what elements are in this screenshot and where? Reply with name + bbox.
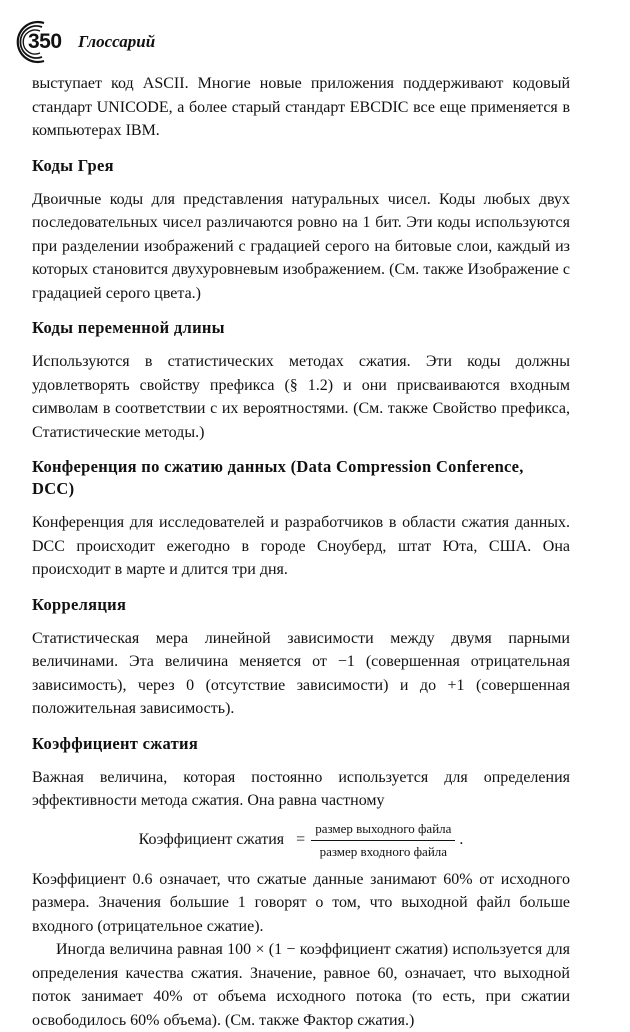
formula-equals: =: [296, 831, 306, 848]
page-header: [14, 18, 155, 66]
definition-variable-length-codes: Используются в статистических методах сжатия. Эти коды должны удовлетворять свойству префикса (§ 1.2) и они присваиваются входным символам в соответствии с их вероятностями. (См. также Свойство префикса, Статистические методы.): [32, 353, 570, 441]
term-compression-ratio: Коэффициент сжатия: [32, 733, 199, 753]
formula-lhs: Коэффициент сжатия: [138, 831, 285, 848]
definition-correlation: Статистическая мера линейной зависимости между двумя парными величинами. Эта величина меняется от −1 (совершенная отрицательная зависимость), через 0 (отсутствие зависимости) и до +1 (совершенная положительная зависимость).: [32, 629, 570, 717]
term-correlation: Корреляция: [32, 594, 127, 614]
formula-end: .: [459, 831, 464, 848]
formula-denominator: размер входного файла: [319, 843, 448, 859]
intro-paragraph: выступает код ASCII. Многие новые приложения поддерживают кодовый стандарт UNICODE, а более старый стандарт EBCDIC все еще применяется в компьютерах IBM.: [32, 75, 570, 139]
glossary-content: [32, 72, 570, 1032]
compression-quality-paragraph: Иногда величина равная 100 × (1 − коэффициент сжатия) используется для определения качества сжатия. Значение, равное 60, означает, что выходной поток занимает 40% от объема исходного потока (то есть, при сжатии освободилось 60% объема). (См. также Фактор сжатия.): [32, 941, 570, 1029]
compression-ratio-explanation: Коэффициент 0.6 означает, что сжатые данные занимают 60% от исходного размера. Значения большие 1 говорят о том, что выходной файл больше входного (отрицательное сжатие).: [32, 870, 570, 935]
definition-dcc: Конференция для исследователей и разработчиков в области сжатия данных. DCC происходит ежегодно в городе Сноуберд, штат Юта, США. Она происходит в марте и длится три дня.: [32, 514, 570, 578]
definition-gray-codes: Двоичные коды для представления натуральных чисел. Коды любых двух последовательных чисел различаются ровно на 1 бит. Эти коды используются при разделении изображений с градацией серого на битовые слои, каждый из которых становится двухуровневым изображением. (См. также Изображение с градацией серого цвета.): [32, 190, 570, 302]
formula-numerator: размер выходного файла: [311, 821, 455, 841]
page-number: 350: [28, 30, 62, 53]
term-dcc: Конференция по сжатию данных (Data Compression Conference, DCC): [32, 457, 524, 498]
compression-ratio-formula: [32, 821, 570, 860]
running-title: Глоссарий: [78, 32, 156, 51]
formula-fraction: [311, 821, 455, 860]
term-variable-length-codes: Коды переменной длины: [32, 318, 225, 337]
definition-compression-ratio: Важная величина, которая постоянно используется для определения эффективности метода сжатия. Она равна частному: [32, 768, 570, 809]
page-number-badge: [14, 19, 66, 65]
term-gray-codes: Коды Грея: [32, 155, 114, 175]
